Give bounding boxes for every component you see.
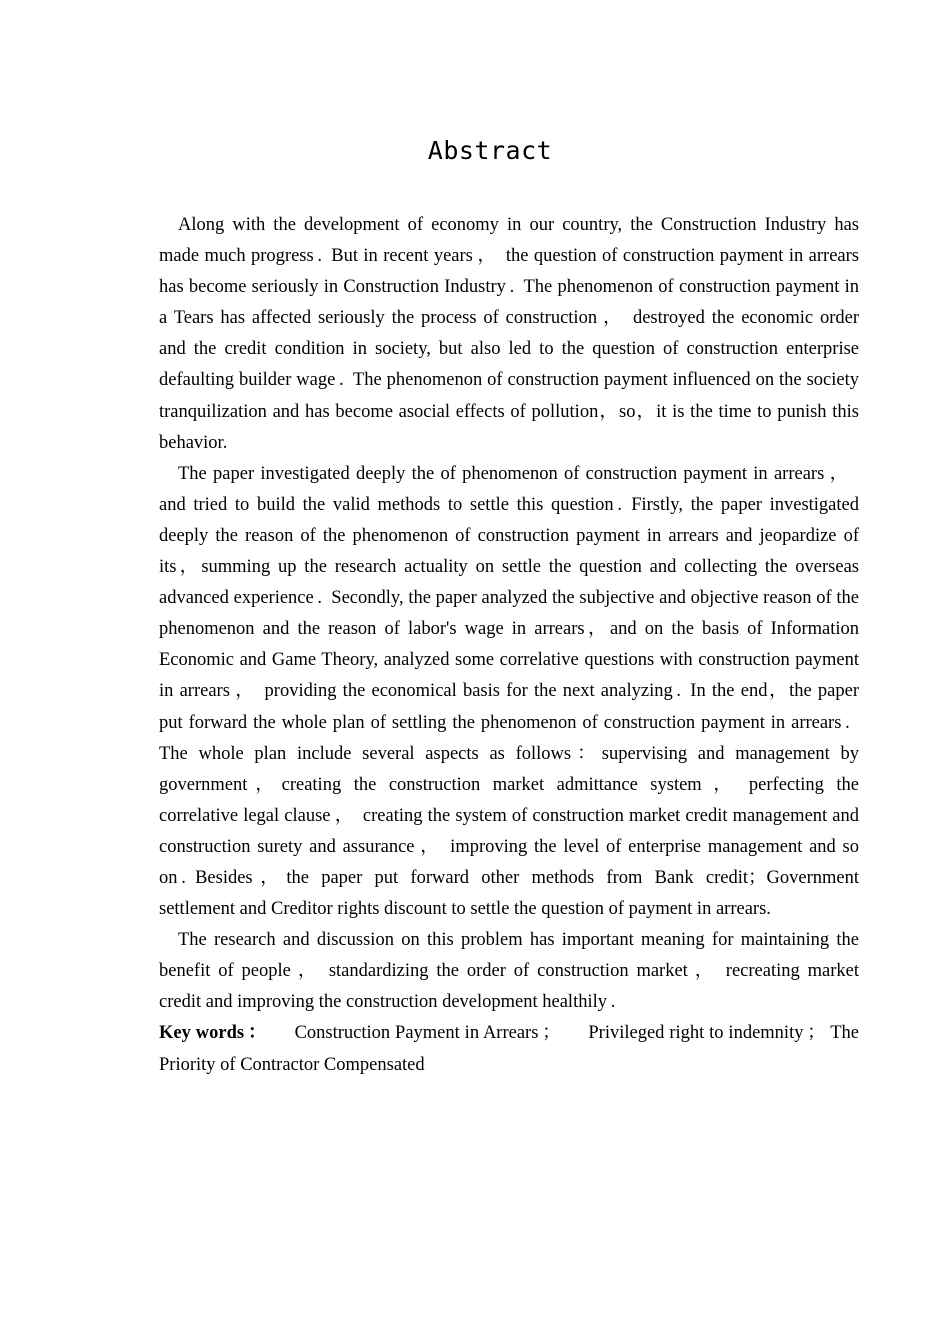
abstract-paragraph-1: Along with the development of economy in our country, the Construction Industry has made much progress . But in recent years ， the question of construction payment in arrears has become seriously in Construction Industry . The phenomenon of construction payment in a Tears has affected seriously the process of construction ， destroyed the economic order and the credit condition in society, but also led to the question of construction enterprise defaulting builder wage . The phenomenon of construction payment influenced on the society tranquilization and has become asocial effects of pollution，so，it is the time to punish this behavior. [159,215,859,453]
keywords-line [159,1018,859,1080]
abstract-paragraph-2: The paper investigated deeply the of phenomenon of construction payment in arrears ， and tried to build the valid methods to settle this question . Firstly, the paper investigated deeply the reason of the phenomenon of construction payment in arrears and jeopardize of its，summing up the research actuality on settle the question and collecting the overseas advanced experience . Secondly, the paper analyzed the subjective and objective reason of the phenomenon and the reason of labor's wage in arrears，and on the basis of Information Economic and Game Theory, analyzed some correlative questions with construction payment in arrears ， providing the economical basis for the next analyzing . In the end，the paper put forward the whole plan of settling the phenomenon of construction payment in arrears . The whole plan include several aspects as follows：supervising and management by government，creating the construction market admittance system ， perfecting the correlative legal clause ， creating the system of construction market credit management and construction surety and assurance ， improving the level of enterprise management and so on . Besides，the paper put forward other methods from Bank credit；Government settlement and Creditor rights discount to settle the question of payment in arrears. [159,463,859,920]
keyword-item: Privileged right to indemnity ； [588,1023,826,1044]
abstract-body [159,210,859,1081]
abstract-paragraph-3: The research and discussion on this problem has important meaning for maintaining the benefit of people ， standardizing the order of construction market ， recreating market credit and improving the construction development healthily . [159,930,859,1013]
keyword-item: Construction Payment in Arrears ； [294,1023,561,1044]
keyword-item: The Priority of Contractor Compensated [159,1023,860,1075]
keywords-label: Key words ： [159,1023,267,1044]
abstract-title: Abstract [427,136,553,165]
